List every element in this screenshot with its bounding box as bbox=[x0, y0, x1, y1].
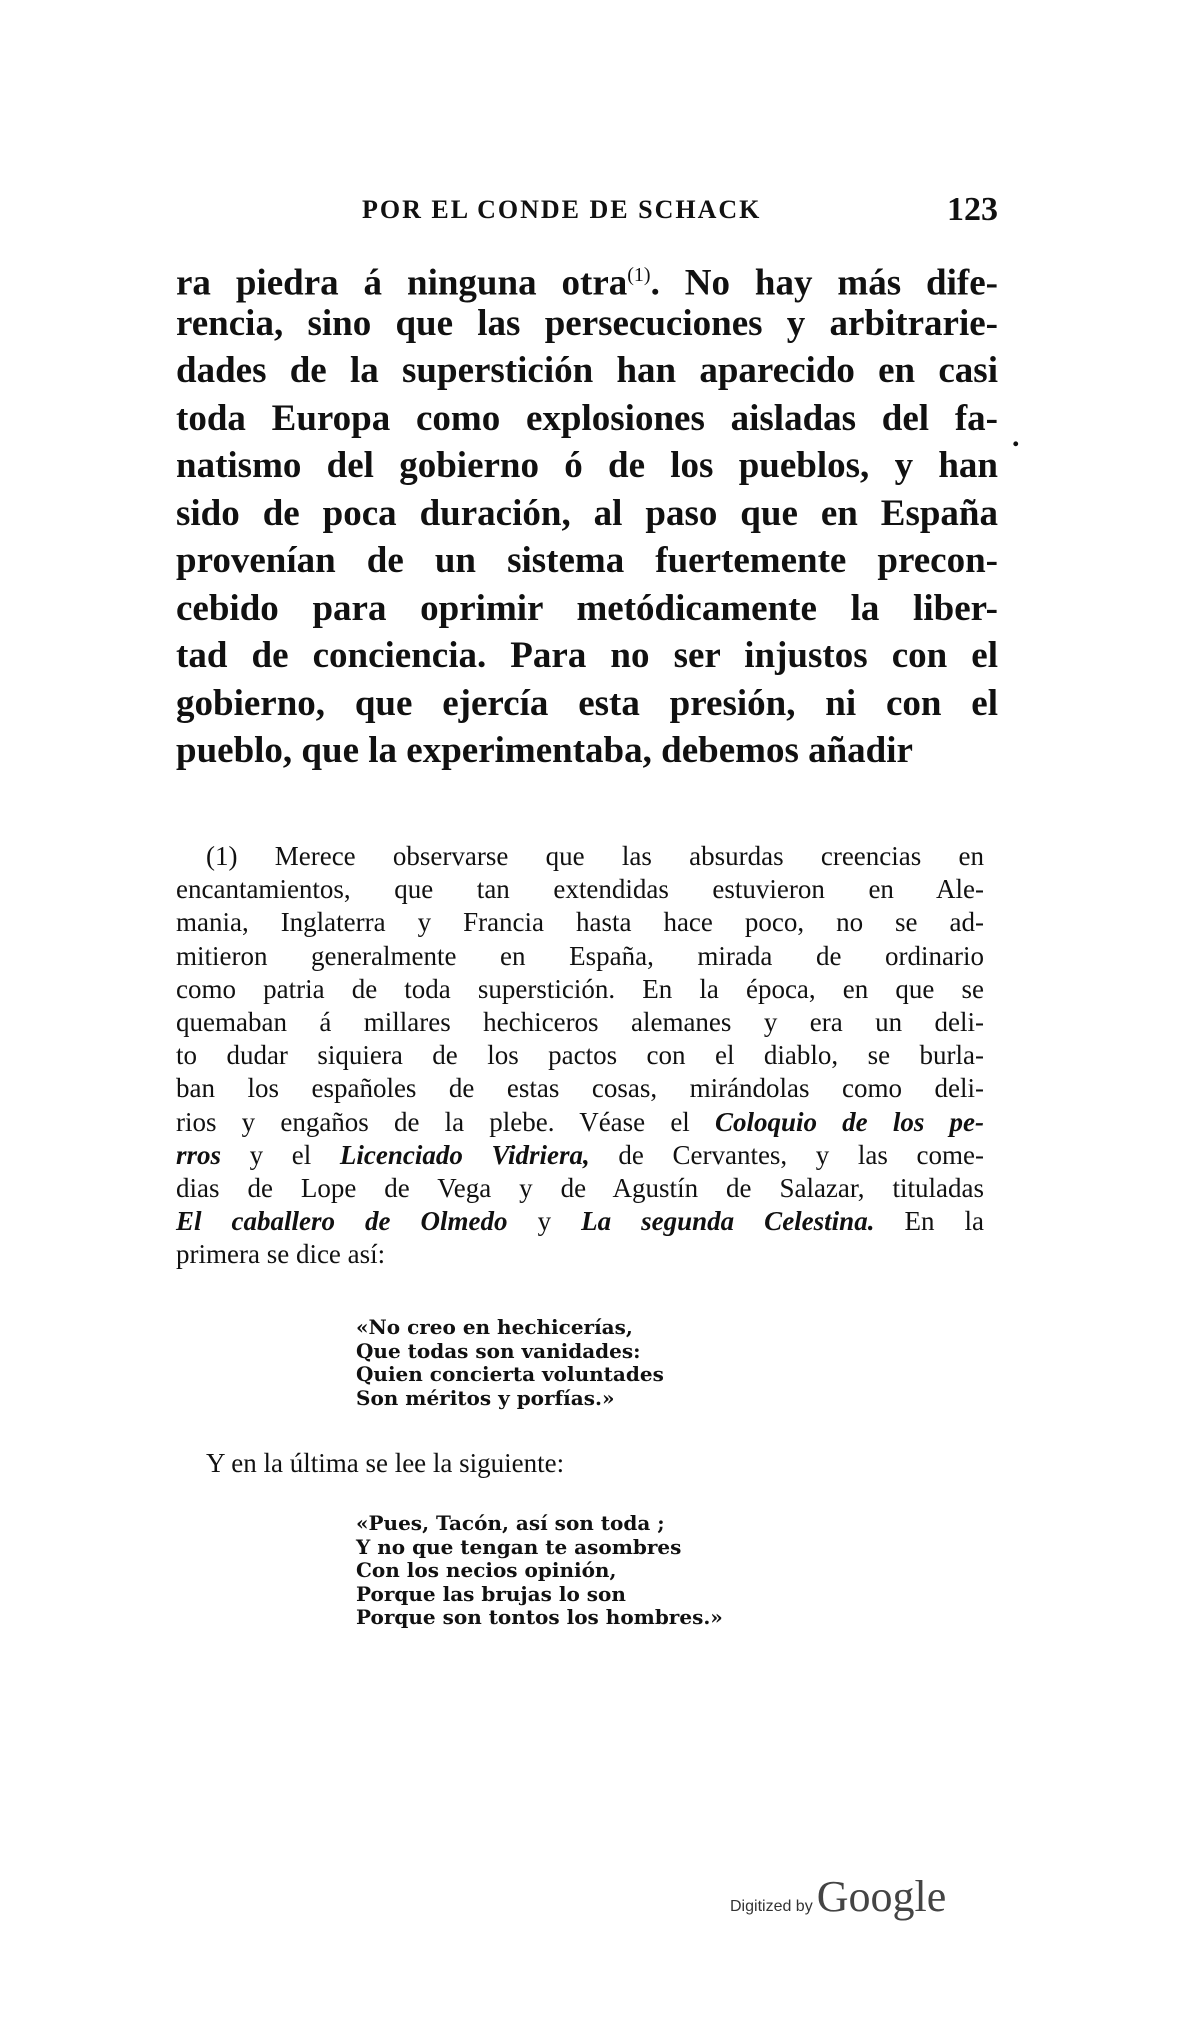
footnote-line: rios y engaños de la plebe. Véase el Coloquio de los pe- bbox=[176, 1106, 984, 1137]
body-line: provenían de un sistema fuertemente precon- bbox=[176, 540, 998, 581]
verse-line: «No creo en hechicerías, bbox=[356, 1315, 633, 1339]
work-title: El caballero de Olmedo bbox=[176, 1206, 508, 1237]
footnote bbox=[176, 840, 984, 1271]
page-number: 123 bbox=[947, 191, 998, 228]
footnote-line: (1) Merece observarse que las absurdas creencias en bbox=[206, 841, 984, 871]
footnote-line: como patria de toda superstición. En la época, en que se bbox=[176, 973, 984, 1004]
work-title: rros bbox=[176, 1139, 222, 1170]
body-line: rencia, sino que las persecuciones y arbitrarie- bbox=[176, 302, 998, 344]
body-line: natismo del gobierno ó de los pueblos, y han bbox=[176, 445, 998, 486]
footnote-line: ban los españoles de estas cosas, mirándolas como deli- bbox=[176, 1073, 984, 1104]
running-head bbox=[176, 191, 998, 235]
footnote-reference: (1) bbox=[627, 264, 651, 286]
verse-introduction: Y en la última se lee la siguiente: bbox=[206, 1448, 565, 1478]
body-line: tad de conciencia. Para no ser injustos con el bbox=[176, 635, 998, 676]
body-line: cebido para oprimir metódicamente la liber- bbox=[176, 587, 998, 629]
footnote-line: primera se dice así: bbox=[176, 1239, 386, 1270]
body-line: pueblo, que la experimentaba, debemos añadir bbox=[176, 730, 913, 771]
footnote-line: dias de Lope de Vega y de Agustín de Salazar, tituladas bbox=[176, 1172, 984, 1203]
verse-line: Porque las brujas lo son bbox=[356, 1581, 626, 1606]
work-title: Coloquio de los pe- bbox=[714, 1106, 984, 1137]
verse-line: Porque son tontos los hombres.» bbox=[356, 1605, 723, 1629]
body-line: ra piedra á ninguna otra$^{(1)}$. No hay más dife- bbox=[176, 262, 998, 304]
body-line: sido de poca duración, al paso que en España bbox=[176, 492, 998, 534]
running-title: POR EL CONDE DE SCHACK bbox=[362, 195, 762, 224]
verse-line: Son méritos y porfías.» bbox=[356, 1385, 615, 1410]
margin-mark: . bbox=[1012, 420, 1020, 453]
footnote-line: mitieron generalmente en España, mirada de ordinario bbox=[176, 940, 984, 971]
footnote-line: El caballero de Olmedo y La segunda Celestina. En la bbox=[176, 1206, 984, 1237]
digitized-watermark bbox=[730, 1871, 946, 1931]
work-title: La segunda Celestina. bbox=[581, 1206, 875, 1237]
verse-line: Y no que tengan te asombres bbox=[356, 1534, 682, 1559]
body-line: gobierno, que ejercía esta presión, ni con el bbox=[176, 682, 998, 724]
body-line: toda Europa como explosiones aisladas del fa- bbox=[176, 397, 998, 439]
verse-line: «Pues, Tacón, así son toda ; bbox=[356, 1511, 665, 1535]
body-line: dades de la superstición han aparecido en casi bbox=[176, 350, 998, 391]
work-title: Licenciado Vidriera, bbox=[339, 1139, 590, 1170]
google-logo: Google bbox=[816, 1872, 947, 1921]
verse-line: Que todas son vanidades: bbox=[356, 1338, 641, 1363]
body-paragraph bbox=[176, 252, 998, 775]
verse-line: Con los necios opinión, bbox=[356, 1558, 617, 1582]
footnote-line: quemaban á millares hechiceros alemanes y era un deli- bbox=[176, 1006, 984, 1037]
digitized-by-label: Digitized by bbox=[730, 1898, 813, 1915]
footnote-line: to dudar siquiera de los pactos con el diablo, se burla- bbox=[176, 1040, 984, 1071]
verse-line: Quien concierta voluntades bbox=[356, 1362, 664, 1386]
verse-quotation-2 bbox=[356, 1512, 723, 1630]
verse-quotation-1 bbox=[356, 1316, 664, 1410]
footnote-line: rros y el Licenciado Vidriera, de Cervantes, y las come- bbox=[176, 1139, 984, 1170]
footnote-line: mania, Inglaterra y Francia hasta hace poco, no se ad- bbox=[176, 907, 984, 938]
footnote-line: encantamientos, que tan extendidas estuvieron en Ale- bbox=[176, 874, 984, 905]
